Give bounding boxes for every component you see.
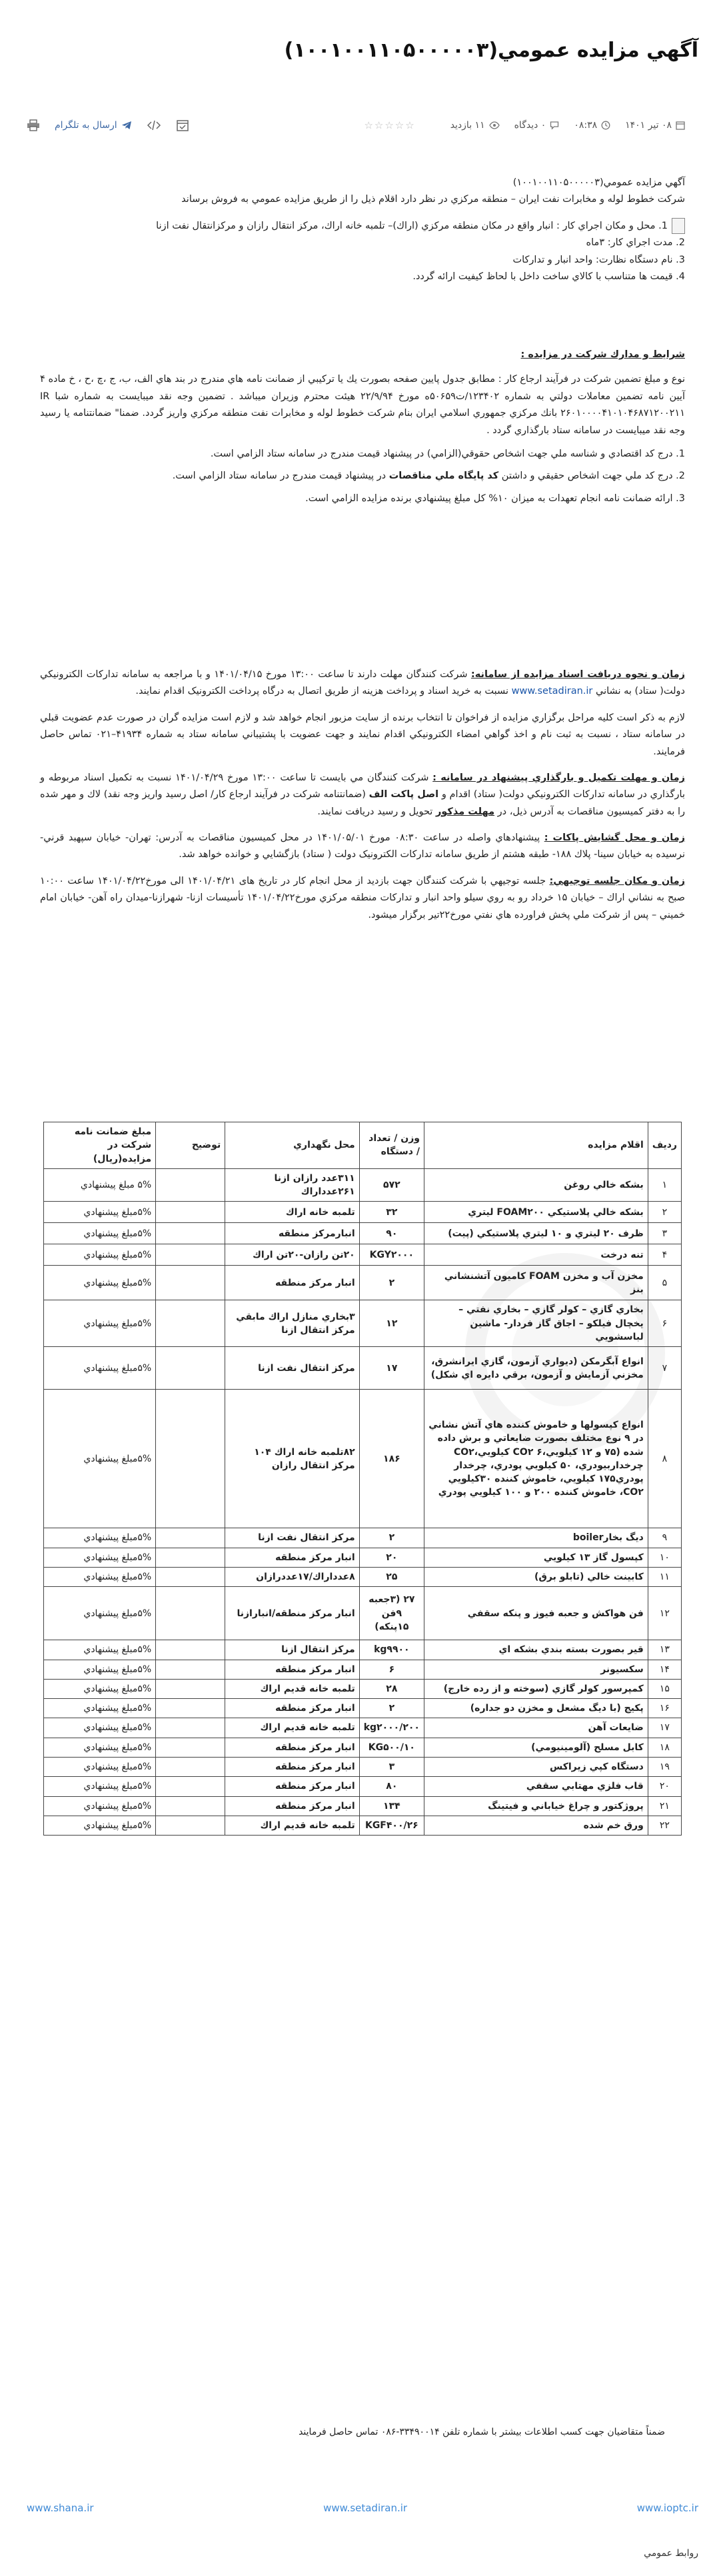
conditions-p2-a: 1. درج کد اقتصادي و شناسه ملي جهت اشخاص حقوقي(الزامي) در پيشنهاد قيمت مندرج در سامانه ستاد الزامي است.: [210, 448, 685, 459]
cell-qty: ۱۷: [359, 1347, 424, 1390]
cell-description: [156, 1738, 225, 1757]
table-row: [44, 1168, 682, 1202]
date-meta: [625, 120, 685, 131]
cell-description: [156, 1266, 225, 1300]
cell-item: ضايعات آهن: [424, 1718, 648, 1738]
cell-description: [156, 1699, 225, 1718]
cell-qty: ۱۸۶: [359, 1390, 424, 1528]
cell-qty: KGF۴۰۰/۲۶: [359, 1816, 424, 1835]
cell-location: ۲۰تن رازان-۲۰تن اراك: [225, 1244, 360, 1266]
cell-description: [156, 1777, 225, 1796]
cell-guarantee: ۵%مبلغ پيشنهادي: [44, 1777, 156, 1796]
cell-qty: ۲: [359, 1266, 424, 1300]
rating-stars[interactable]: ☆☆☆☆☆: [364, 119, 416, 131]
cell-guarantee: ۵%مبلغ پيشنهادي: [44, 1738, 156, 1757]
cell-radif: ۱۶: [648, 1699, 681, 1718]
cell-item: بخاري گازي – کولر گازي – بخاري نفتي – يخچال فيلکو – اجاق گاز فردار- ماشين لباسشويي: [424, 1300, 648, 1347]
doc-receive-label: زمان و نحوه دريافت اسناد مزايده از سامانه:: [470, 669, 686, 680]
cell-location: مرکز انتقال نفت ازنا: [225, 1528, 360, 1548]
meta-actions: [27, 119, 189, 132]
cell-qty: ۵۷۲: [359, 1168, 424, 1202]
print-button[interactable]: [27, 119, 40, 131]
cell-radif: ۱۷: [648, 1718, 681, 1738]
cell-radif: ۲: [648, 1202, 681, 1223]
submit-text: شرکت کنندگان مي بايست تا ساعت ۱۳:۰۰ مورخ ۱۴۰۱/۰۴/۲۹ نسبت به تكميل اسناد مربوطه و بارگذاري در سامانه تدارکات الکترونيکي دولت( ستاد) اقدام و: [40, 772, 685, 800]
public-relations: روابط عمومي: [644, 2548, 698, 2559]
calendar-icon: [676, 121, 685, 130]
cell-guarantee: ۵%مبلغ پيشنهادي: [44, 1347, 156, 1390]
cell-guarantee: ۵%مبلغ پيشنهادي: [44, 1640, 156, 1660]
views-count: ۱۱ بازدید: [450, 120, 485, 131]
cell-item: قير بصورت بسته بندي بشکه اي: [424, 1640, 648, 1660]
cell-qty: ۲۷ (۳جعبه ۹فن ۱۵پنکه): [359, 1587, 424, 1640]
cell-guarantee: ۵%مبلغ پيشنهادي: [44, 1390, 156, 1528]
cell-description: [156, 1347, 225, 1390]
cell-description: [156, 1168, 225, 1202]
cell-item: کابينت خالي (تابلو برق): [424, 1567, 648, 1586]
cell-item: کپسول گاز ۱۳ کيلويي: [424, 1548, 648, 1567]
conditions-heading: شرايط و مدارك شرکت در مزايده :: [520, 349, 685, 360]
cell-guarantee: ۵%مبلغ پيشنهادي: [44, 1528, 156, 1548]
cell-radif: ۱۳: [648, 1640, 681, 1660]
cell-radif: ۴: [648, 1244, 681, 1266]
cell-description: [156, 1548, 225, 1567]
printer-icon: [27, 119, 40, 131]
conditions-p1: نوع و مبلغ تضمين شرکت در فرآيند ارجاع کار : مطابق جدول پايين صفحه بصورت يك يا تركيبي از ضمانت نامه هاي مندرج در بند هاي الف، ب، ج ،چ ،ح ، خ ماده ۴ آيين نامه تضمين معاملات دولتي به شماره ۱۲۳۴۰۲/ت۵۰۶۵۹ه مورخ ۲۲/۹/۹۴ هيئت محترم وزيران ميباشد . تضمين وجه نقد ميبايست به شماره شبا IR ۲۶۰۱۰۰۰۰۴۱۰۱۰۴۶۸۷۱۲۰۰۲۱۱ بانك مرکزي جمهوري اسلامي ايران بنام شرکت خطوط لوله و مخابرات نفت منطقه مرکزي واريز گردد. ضمنا" ضمانتنامه يا رسيد وجه نقد ميبايست در سامانه ستاد بارگذاري گردد .: [40, 374, 686, 436]
table-row: [44, 1777, 682, 1796]
cell-radif: ۲۰: [648, 1777, 681, 1796]
cell-radif: ۱۸: [648, 1738, 681, 1757]
cell-description: [156, 1528, 225, 1548]
share-telegram-label: ارسال به تلگرام: [55, 120, 117, 131]
table-row: [44, 1567, 682, 1586]
cell-item: انواع کپسولها و خاموش کننده هاي آتش نشاني در ۹ نوع مختلف بصورت ضايعاتي و برش داده شده (۷۵ و ۱۲ کيلويي،CO۲ ۶ کيلويي،CO۲ چرخداربيودري، ۵۰ کيلويي پودري، چرخدار پودري۱۷۵ کيلويي، خاموش کننده ۳۰کيلويي CO۲، خاموش کننده ۲۰۰ و ۱۰۰ کيلويي پودري: [424, 1390, 648, 1528]
table-row: [44, 1718, 682, 1738]
cell-item: ديگ بخارboiler: [424, 1528, 648, 1548]
cell-radif: ۷: [648, 1347, 681, 1390]
cell-qty: ۸۰: [359, 1777, 424, 1796]
doc-receive-text: شرکت کنندگان مهلت دارند تا ساعت ۱۳:۰۰ مورخ ۱۴۰۱/۰۴/۱۵ و با مراجعه به سامانه تدارکات الکترونيکي دولت( ستاد) به نشاني: [40, 669, 685, 697]
cell-item: مخزن آب و مخزن FOAM کاميون آتشنشاني بنز: [424, 1266, 648, 1300]
table-row: [44, 1816, 682, 1835]
submit-text2: (ضمانتنامه شرکت در فرآيند ارجاع کار/ اصل رسيد واريز وجه نقد) لاك و مهر شده را به دفتر کميسيون مناقصات به آدرس ذيل، در: [40, 789, 685, 817]
intro-item-4: 4. قيمت ها متناسب با کالاي ساخت داخل با لحاظ کيفيت ارائه گردد.: [412, 271, 685, 282]
cell-description: [156, 1300, 225, 1347]
cell-location: تلمبه خانه قديم اراك: [225, 1718, 360, 1738]
eye-icon: [489, 121, 500, 129]
cell-radif: ۱۴: [648, 1660, 681, 1679]
cell-guarantee: ۵%مبلغ پيشنهادي: [44, 1567, 156, 1586]
cell-item: پکيج (با ديگ مشعل و مخزن دو جداره): [424, 1699, 648, 1718]
cell-item: قاب فلزي مهتابي سقفي: [424, 1777, 648, 1796]
opening-label: زمان و محل گشايش پاکات :: [544, 832, 685, 843]
cell-qty: ۲۵: [359, 1567, 424, 1586]
link-shana[interactable]: www.shana.ir: [27, 2502, 94, 2514]
conditions-p2-b: [40, 468, 685, 485]
submit-label: زمان و مهلت تكميل و بارگذاري پيشنهاد در سامانه :: [432, 772, 686, 783]
views-meta: [450, 120, 500, 131]
table-row: [44, 1679, 682, 1698]
link-setad[interactable]: www.setadiran.ir: [323, 2502, 408, 2514]
cell-item: دستگاه کپي زيراکس: [424, 1758, 648, 1777]
cell-description: [156, 1202, 225, 1223]
cell-item: سکسيونر: [424, 1660, 648, 1679]
cell-location: مرکز انتقال ازنا: [225, 1640, 360, 1660]
cell-description: [156, 1640, 225, 1660]
table-row: [44, 1223, 682, 1244]
cell-location: انبار مرکز منطقه: [225, 1738, 360, 1757]
th-radif: رديف: [648, 1122, 681, 1169]
intro-section: [40, 175, 685, 285]
th-location: محل نگهداري: [225, 1122, 360, 1169]
cell-location: انبار مرکز منطقه: [225, 1758, 360, 1777]
meeting-para: [40, 873, 685, 924]
cell-radif: ۸: [648, 1390, 681, 1528]
submit-text3: تحويل و رسيد دريافت نمايند.: [317, 806, 436, 817]
cell-radif: ۱۹: [648, 1758, 681, 1777]
table-row: [44, 1738, 682, 1757]
membership-note: لازم به ذکر است کليه مراحل برگزاري مزايده از فراخوان تا انتخاب برنده از سايت مزبور انجام خواهد شد و لازم است مزايده گران در صورت عدم عضويت قبلي در سامانه ستاد ، نسبت به ثبت نام و اخذ گواهي امضاء الکترونيکي اقدام نمايند و جهت عضويت با پشتيباني سامانه ستاد به شماره ۴۱۹۳۴–۰۲۱ تماس حاصل فرمايند.: [40, 712, 686, 757]
cell-location: انبار مرکز منطقه: [225, 1699, 360, 1718]
cell-guarantee: ۵%مبلغ پيشنهادي: [44, 1758, 156, 1777]
conditions-section: [40, 347, 685, 507]
cell-qty: ۱۲: [359, 1300, 424, 1347]
calendar-check-icon: [176, 119, 189, 132]
cell-location: تلمبه خانه قديم اراك: [225, 1679, 360, 1698]
cell-qty: kg۲۰۰۰/۲۰۰: [359, 1718, 424, 1738]
table-row: [44, 1758, 682, 1777]
cell-location: ۳بخاري منازل اراك مابقي مرکز انتقال ازنا: [225, 1300, 360, 1347]
cell-guarantee: ۵%مبلغ پيشنهادي: [44, 1699, 156, 1718]
meeting-label: زمان و مکان جلسه توجيهي:: [549, 875, 685, 886]
th-item: اقلام مزايده: [424, 1122, 648, 1169]
cell-guarantee: ۵%مبلغ پيشنهادي: [44, 1223, 156, 1244]
cell-radif: ۱: [648, 1168, 681, 1202]
footer-note: ضمناً متقاضيان جهت کسب اطلاعات بيشتر با شماره تلفن ۳۳۴۹۰۰۱۴-۰۸۶ تماس حاصل فرمايند: [299, 2427, 665, 2437]
cell-item: فن هواکش و جعبه فيوز و پنکه سقفي: [424, 1587, 648, 1640]
time-meta: [574, 120, 610, 131]
cell-guarantee: ۵%مبلغ پيشنهادي: [44, 1548, 156, 1567]
th-description: توضيح: [156, 1122, 225, 1169]
cell-description: [156, 1390, 225, 1528]
table-row: [44, 1390, 682, 1528]
code-icon: [147, 119, 161, 131]
cell-guarantee: ۵%مبلغ پيشنهادي: [44, 1202, 156, 1223]
calendar-add-button[interactable]: [176, 119, 189, 132]
doc-receive-text2: نسبت به خريد اسناد و پرداخت هزينه از طريق اتصال به درگاه پرداخت الکترونيک اقدام نمايند.: [135, 686, 512, 697]
cell-qty: KGY۲۰۰۰: [359, 1244, 424, 1266]
cell-guarantee: ۵%مبلغ پيشنهادي: [44, 1679, 156, 1698]
table-row: [44, 1796, 682, 1816]
p2b-bold: كد پايگاه ملي مناقصات: [388, 471, 499, 482]
document-icon: [672, 218, 685, 234]
cell-guarantee: ۵%مبلغ پيشنهادي: [44, 1266, 156, 1300]
table-row: [44, 1640, 682, 1660]
submit-bold: اصل پاكت الف: [368, 789, 439, 800]
cell-qty: ۲۰: [359, 1548, 424, 1567]
link-ioptc[interactable]: www.ioptc.ir: [636, 2502, 698, 2514]
meeting-text: جلسه توجيهي با شرکت كنندگان جهت بازديد از محل انجام کار در تاريخ های ۱۴۰۱/۰۴/۲۱ الی مورخ۱۴۰۱/۰۴/۲۲ ساعت ۱۰:۰۰ صبح به نشاني اراك – خيابان ۱۵ خرداد رو به روي سيلو واحد انبار و تدارکات منطقه مرکزي مورخ۱۴۰۱/۰۴/۲۲ تأسيسات ازنا- شهرازنا-ميدان راه آهن- خيابان امام خميني – پس از شرکت ملي پخش فراورده هاي نفتي مورخ۲۲تير برگزار ميشود.: [40, 875, 685, 920]
timing-section: [40, 666, 685, 924]
cell-location: انبارمرکز منطقه: [225, 1223, 360, 1244]
comment-icon: [550, 121, 559, 130]
post-date: ۰۸ تیر ۱۴۰۱: [625, 120, 672, 131]
intro-company-line: شرکت خطوط لوله و مخابرات نفت ايران – منطقه مرکزي در نظر دارد اقلام ذيل را از طريق مزايده عمومي به فروش برساند: [181, 194, 685, 205]
cell-radif: ۱۲: [648, 1587, 681, 1640]
cell-location: انبار مرکز منطقه: [225, 1796, 360, 1816]
th-guarantee: مبلغ ضمانت نامه شرکت در مزايده(ريال): [44, 1122, 156, 1169]
cell-location: تلمبه خانه اراك: [225, 1202, 360, 1223]
cell-radif: ۱۰: [648, 1548, 681, 1567]
table-row: [44, 1347, 682, 1390]
cell-item: ورق خم شده: [424, 1816, 648, 1835]
cell-guarantee: ۵% مبلغ پيشنهادي: [44, 1168, 156, 1202]
table-row: [44, 1202, 682, 1223]
opening-text: پيشنهادهاي واصله در ساعت ۰۸:۳۰ مورخ ۱۴۰۱/۰۵/۰۱ در محل كميسيون مناقصات به آدرس: تهران- خيابان سپهبد قرني- نرسيده به خيابان سينا- پلاك ۱۸۸- طبقه هشتم از طريق سامانه تدارکات الکترونيک دولت ( ستاد) بازگشايي و خوانده خواهد شد.: [40, 832, 685, 860]
table-row: [44, 1548, 682, 1567]
cell-radif: ۵: [648, 1266, 681, 1300]
cell-description: [156, 1660, 225, 1679]
comments-count: ۰ دیدگاه: [514, 120, 546, 131]
cell-description: [156, 1567, 225, 1586]
cell-qty: kg۹۹۰۰: [359, 1640, 424, 1660]
table-row: [44, 1300, 682, 1347]
cell-guarantee: ۵%مبلغ پيشنهادي: [44, 1244, 156, 1266]
th-qty: وزن / تعداد / دستگاه: [359, 1122, 424, 1169]
cell-item: پروژکتور و چراغ خياباني و فيتينگ: [424, 1796, 648, 1816]
items-table: [43, 1122, 682, 1836]
table-header-row: [44, 1122, 682, 1169]
table-row: [44, 1528, 682, 1548]
cell-location: ۳۱۱عدد رازان ازنا ۲۶۱عدداراك: [225, 1168, 360, 1202]
comments-meta[interactable]: [514, 120, 560, 131]
cell-radif: ۲۱: [648, 1796, 681, 1816]
table-row: [44, 1266, 682, 1300]
cell-qty: ۳: [359, 1758, 424, 1777]
cell-location: انبار مرکز منطقه: [225, 1266, 360, 1300]
cell-description: [156, 1796, 225, 1816]
doc-receive-para: [40, 666, 685, 700]
cell-description: [156, 1816, 225, 1835]
intro-item-1: [40, 218, 685, 235]
p2b-pre: 2. درج کد ملي جهت اشخاص حقيقي و داشتن: [498, 471, 685, 482]
cell-description: [156, 1718, 225, 1738]
clock-icon: [601, 121, 610, 130]
intro-item-2: 2. مدت اجراي کار: ۳ماه: [586, 237, 685, 249]
cell-item: بشکه خالي پلاستيکي FOAM۲۰۰ ليتري: [424, 1202, 648, 1223]
cell-location: انبار مرکز منطقه: [225, 1548, 360, 1567]
cell-description: [156, 1758, 225, 1777]
cell-description: [156, 1223, 225, 1244]
cell-qty: ۱۳۴: [359, 1796, 424, 1816]
submit-deadline: مهلت مذکور: [435, 806, 495, 817]
site-links: [27, 2498, 698, 2518]
cell-item: کابل مسلح (آلومينيومي): [424, 1738, 648, 1757]
cell-qty: ۳۲: [359, 1202, 424, 1223]
cell-guarantee: ۵%مبلغ پيشنهادي: [44, 1587, 156, 1640]
cell-radif: ۹: [648, 1528, 681, 1548]
table-row: [44, 1587, 682, 1640]
page-title: آگهي مزايده عمومي(۱۰۰۱۰۰۱۱۰۵۰۰۰۰۰۳): [284, 39, 698, 62]
intro-heading: آگهي مزايده عمومي(۱۰۰۱۰۰۱۱۰۵۰۰۰۰۰۳): [512, 177, 685, 188]
cell-radif: ۱۵: [648, 1679, 681, 1698]
conditions-p2-c: 3. ارائه ضمانت نامه انجام تعهدات به ميزان ۱۰% کل مبلغ پيشنهادي برنده مزايده الزامي است.: [305, 493, 685, 504]
meta-bar: [27, 112, 685, 139]
cell-guarantee: ۵%مبلغ پيشنهادي: [44, 1660, 156, 1679]
cell-guarantee: ۵%مبلغ پيشنهادي: [44, 1300, 156, 1347]
intro-item-3: 3. نام دستگاه نظارت: واحد انبار و تدارکات: [512, 254, 685, 265]
post-time: ۰۸:۳۸: [574, 120, 598, 131]
embed-code-button[interactable]: [147, 119, 161, 131]
cell-location: انبار مرکز منطقه: [225, 1777, 360, 1796]
cell-location: تلمبه خانه قديم اراك: [225, 1816, 360, 1835]
cell-location: انبار مرکز منطقه/انبارازنا: [225, 1587, 360, 1640]
cell-item: ظرف ۲۰ ليتري و ۱۰ ليتري پلاستيکي (پيت): [424, 1223, 648, 1244]
cell-description: [156, 1679, 225, 1698]
cell-radif: ۳: [648, 1223, 681, 1244]
submit-para: [40, 770, 685, 820]
p2b-post: در پيشنهاد قيمت مندرج در سامانه ستاد الزامي است.: [172, 471, 389, 482]
cell-qty: ۲: [359, 1699, 424, 1718]
cell-guarantee: ۵%مبلغ پيشنهادي: [44, 1816, 156, 1835]
table-row: [44, 1660, 682, 1679]
cell-radif: ۶: [648, 1300, 681, 1347]
cell-qty: ۲: [359, 1528, 424, 1548]
setad-link[interactable]: www.setadiran.ir: [511, 686, 593, 697]
cell-radif: ۲۲: [648, 1816, 681, 1835]
cell-qty: ۲۸: [359, 1679, 424, 1698]
cell-qty: KG۵۰۰/۱۰: [359, 1738, 424, 1757]
cell-radif: ۱۱: [648, 1567, 681, 1586]
table-body: [44, 1168, 682, 1835]
cell-location: ۸عدداراك/۱۷عددرازان: [225, 1567, 360, 1586]
cell-location: مرکز انتقال نفت ازنا: [225, 1347, 360, 1390]
opening-para: [40, 830, 685, 864]
cell-qty: ۹۰: [359, 1223, 424, 1244]
cell-item: بشکه خالي روغن: [424, 1168, 648, 1202]
share-telegram-button[interactable]: [55, 120, 132, 131]
intro-item-1-text: 1. محل و مکان اجراي کار : انبار واقع در مکان منطقه مرکزي (اراك)– تلمبه خانه اراك، مرکز انتقال رازان و مرکزانتقال نفت ازنا: [156, 220, 668, 231]
cell-item: کمپرسور کولر گازي (سوخته و از رده خارج): [424, 1679, 648, 1698]
table-row: [44, 1244, 682, 1266]
table-row: [44, 1699, 682, 1718]
cell-item: تنه درخت: [424, 1244, 648, 1266]
cell-qty: ۶: [359, 1660, 424, 1679]
telegram-icon: [121, 120, 132, 131]
cell-guarantee: ۵%مبلغ پيشنهادي: [44, 1718, 156, 1738]
cell-item: انواع آبگرمکن (ديواري آزمون، گازي ايرانشرق، مخزني آزمايش و آزمون، برقي دايره اي شکل): [424, 1347, 648, 1390]
cell-description: [156, 1587, 225, 1640]
cell-location: انبار مرکز منطقه: [225, 1660, 360, 1679]
cell-location: ۸۲تلمبه خانه اراك ۱۰۴ مرکز انتقال رازان: [225, 1390, 360, 1528]
cell-description: [156, 1244, 225, 1266]
cell-guarantee: ۵%مبلغ پيشنهادي: [44, 1796, 156, 1816]
